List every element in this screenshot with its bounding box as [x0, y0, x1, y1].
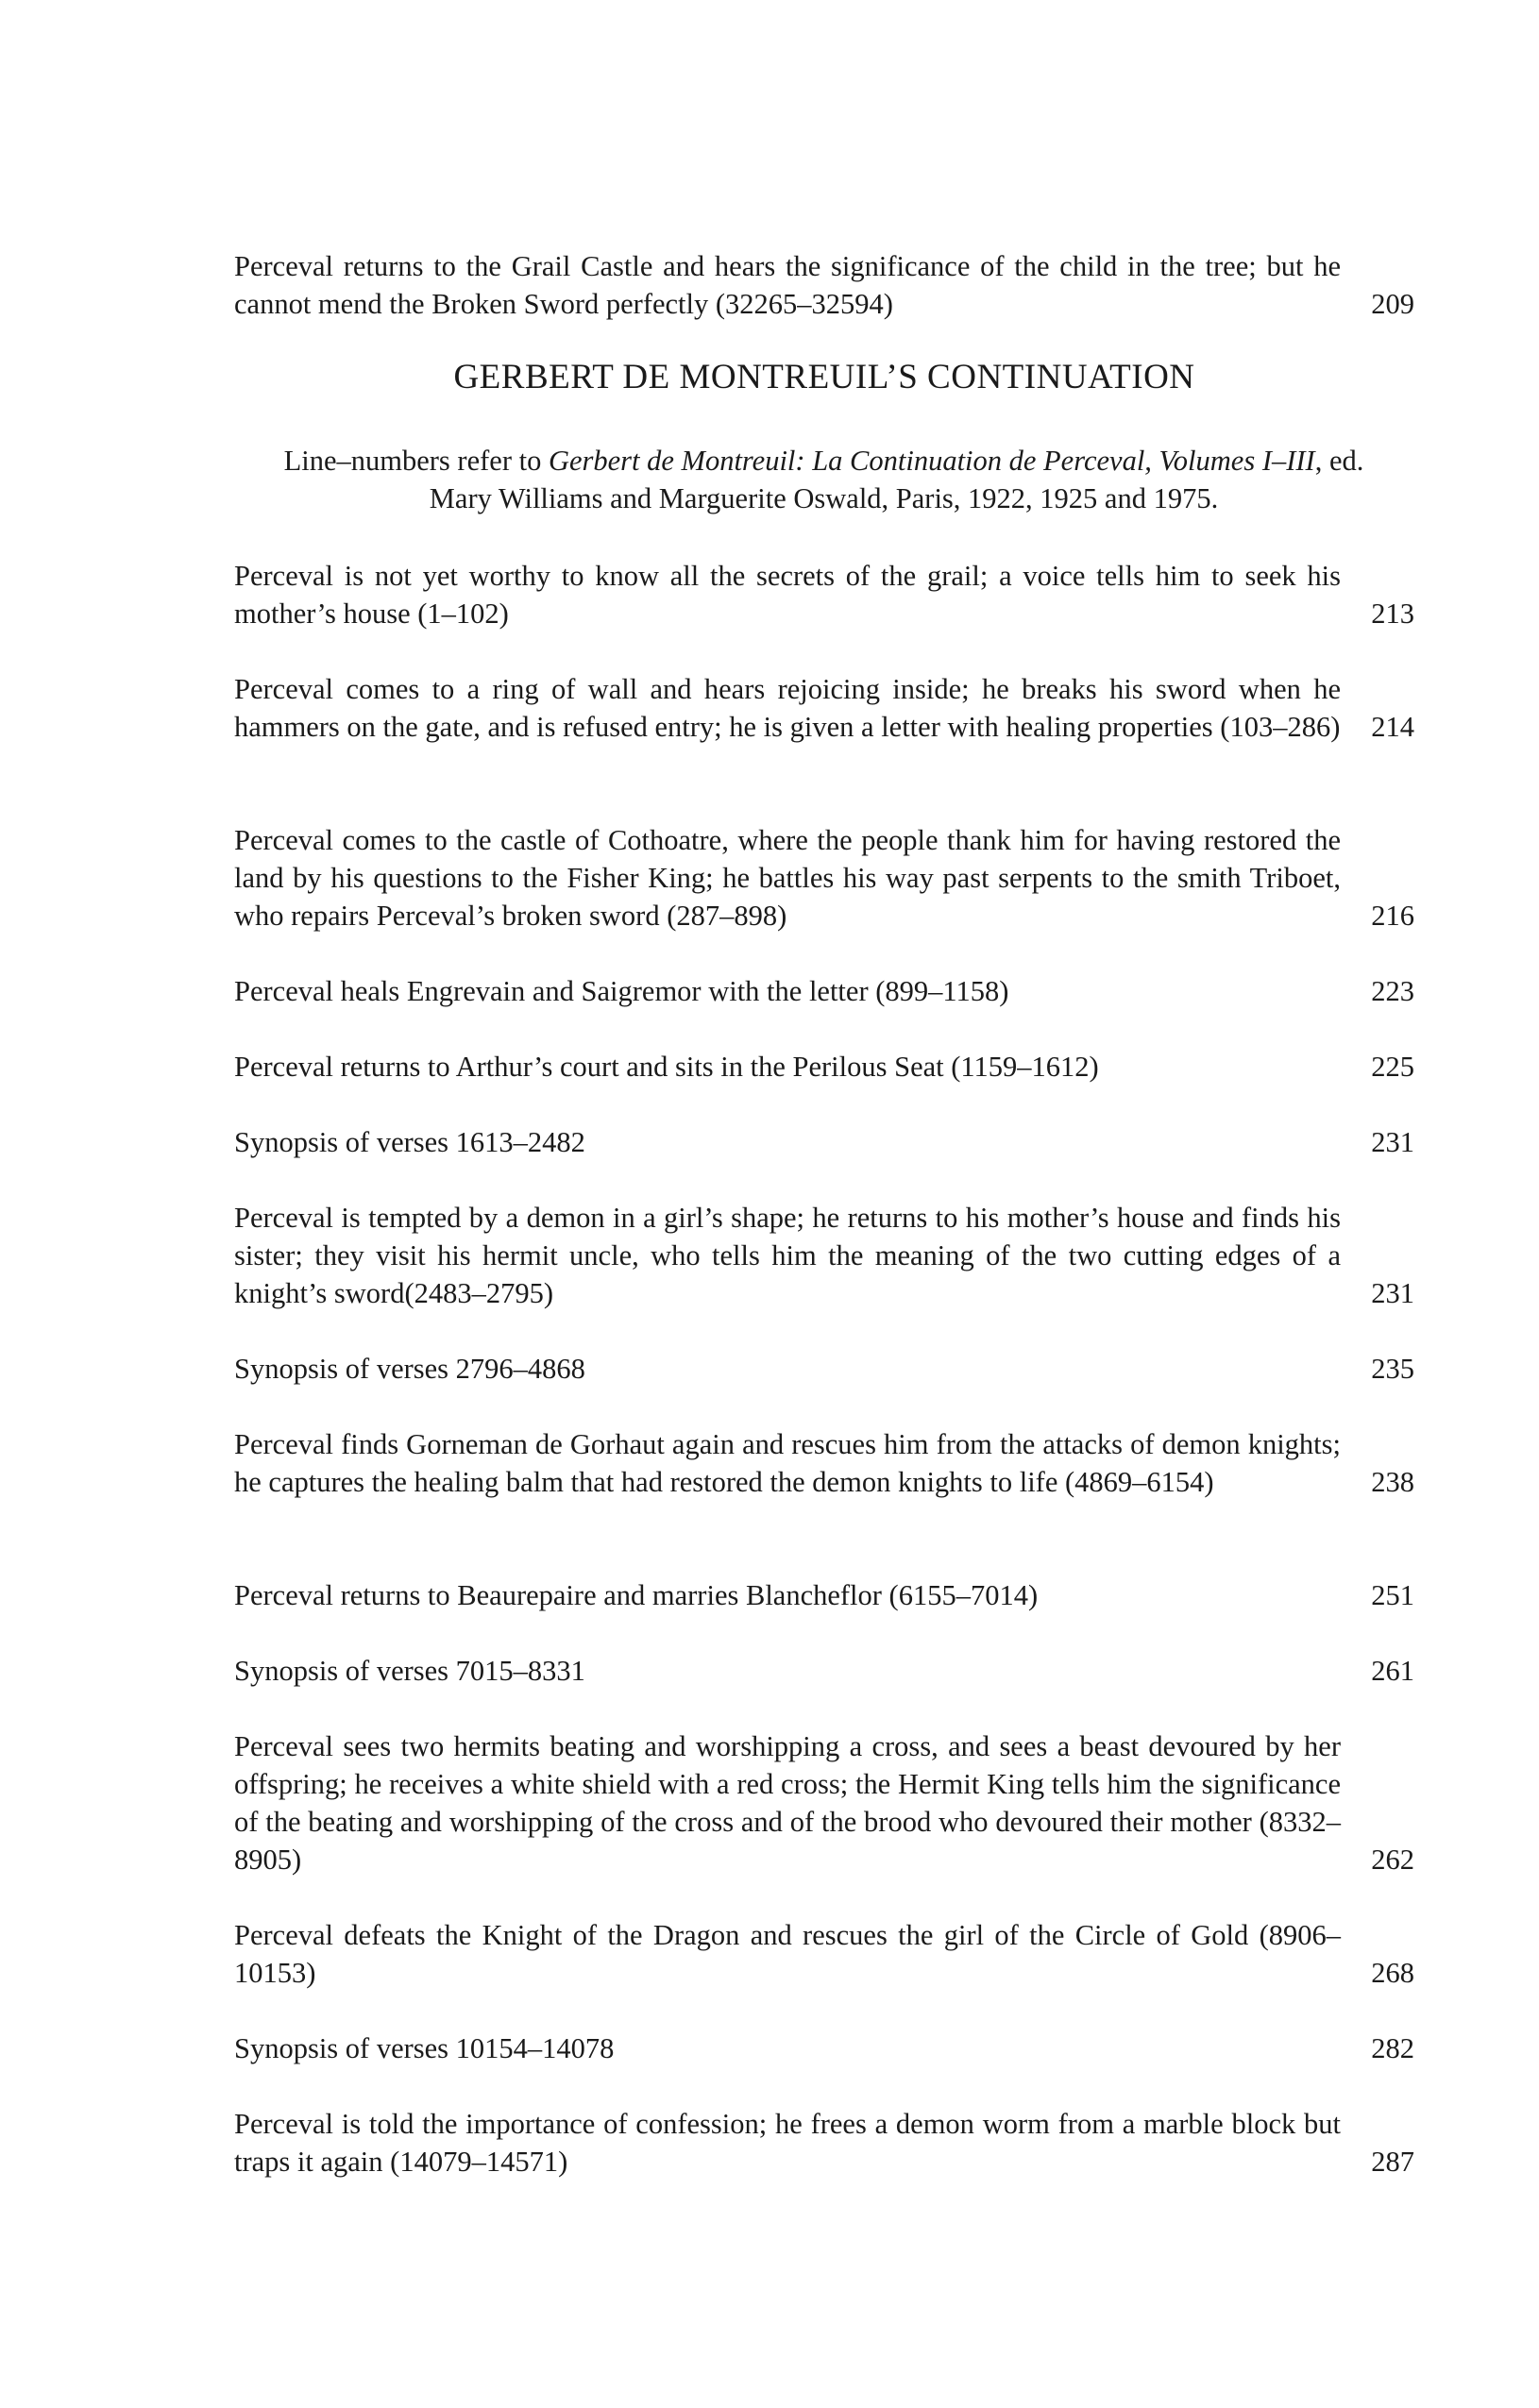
toc-page-number: 262 [1371, 1844, 1414, 1876]
toc-page-number: 238 [1371, 1466, 1414, 1498]
source-note-prefix: Line–numbers refer to [283, 445, 549, 477]
toc-entry-text: Perceval defeats the Knight of the Dragon and rescues the girl of the Circle of Gold (8906–10153) [234, 1919, 1341, 1989]
toc-entry-text: Synopsis of verses 1613–2482 [234, 1126, 585, 1158]
toc-entry-text: Perceval returns to the Grail Castle and hears the significance of the child in the tree; but he cannot mend the Broken Sword perfectly (32265–32594) [234, 250, 1341, 320]
toc-entry-text: Perceval is tempted by a demon in a girl’s shape; he returns to his mother’s house and finds his sister; they visit his hermit uncle, who tells him the meaning of the two cutting edges of a knight’s sword(2483–2795) [234, 1202, 1341, 1309]
toc-entry [234, 1123, 1414, 1161]
toc-entry [234, 670, 1414, 746]
toc-entry [234, 1652, 1414, 1690]
toc-entry [234, 2105, 1414, 2181]
toc-page-number: 235 [1371, 1353, 1414, 1385]
toc-page-number: 268 [1371, 1957, 1414, 1989]
source-note [283, 442, 1364, 517]
toc-page-number: 209 [1371, 288, 1414, 320]
toc-page-number: 216 [1371, 900, 1414, 932]
source-note-suffix: , ed. Mary Williams and Marguerite Oswald, Paris, 1922, 1925 and 1975. [429, 445, 1364, 514]
toc-entry-text: Perceval is not yet worthy to know all the secrets of the grail; a voice tells him to seek his mother’s house (1–102) [234, 560, 1341, 630]
toc-entry [234, 972, 1414, 1010]
toc-page-number: 231 [1371, 1126, 1414, 1158]
toc-page-number: 231 [1371, 1277, 1414, 1309]
toc-entry-text: Perceval returns to Arthur’s court and sits in the Perilous Seat (1159–1612) [234, 1051, 1099, 1083]
toc-entry-text: Perceval sees two hermits beating and worshipping a cross, and sees a beast devoured by her offspring; he receives a white shield with a red cross; the Hermit King tells him the significance of the beating and worshipping of the cross and of the brood who devoured their mother (8332–8905) [234, 1730, 1341, 1876]
toc-entry [234, 1048, 1414, 1086]
toc-entry [234, 1727, 1414, 1878]
toc-entry-text: Perceval comes to the castle of Cothoatre, where the people thank him for having restored the land by his questions to the Fisher King; he battles his way past serpents to the smith Triboet, who repairs Perceval’s broken sword (287–898) [234, 824, 1341, 932]
toc-entry-text: Perceval heals Engrevain and Saigremor with the letter (899–1158) [234, 975, 1009, 1007]
toc-entry-text: Synopsis of verses 7015–8331 [234, 1655, 585, 1687]
toc-page-number: 225 [1371, 1051, 1414, 1083]
toc-page-number: 213 [1371, 598, 1414, 630]
toc-page-number: 251 [1371, 1579, 1414, 1611]
toc-entry [234, 557, 1414, 632]
toc-entry [234, 1199, 1414, 1312]
toc-page-number: 223 [1371, 975, 1414, 1007]
toc-entry-text: Synopsis of verses 10154–14078 [234, 2032, 615, 2064]
toc-entry-text: Perceval is told the importance of confession; he frees a demon worm from a marble block but traps it again (14079–14571) [234, 2108, 1341, 2178]
toc-page-number: 261 [1371, 1655, 1414, 1687]
toc-page-number: 282 [1371, 2032, 1414, 2064]
toc-page-number: 214 [1371, 711, 1414, 743]
toc-entry [234, 2029, 1414, 2067]
toc-entry [234, 1350, 1414, 1388]
section-heading: GERBERT DE MONTREUIL’S CONTINUATION [453, 358, 1195, 396]
toc-page-number: 287 [1371, 2146, 1414, 2178]
toc-entry [234, 1916, 1414, 1992]
toc-entry [234, 1576, 1414, 1614]
toc-entry [234, 247, 1414, 323]
toc-entry-text: Perceval finds Gorneman de Gorhaut again and rescues him from the attacks of demon knights; he captures the healing balm that had restored the demon knights to life (4869–6154) [234, 1428, 1341, 1498]
toc-entry-text: Synopsis of verses 2796–4868 [234, 1353, 585, 1385]
toc-entry [234, 1425, 1414, 1501]
toc-entry-text: Perceval comes to a ring of wall and hears rejoicing inside; he breaks his sword when he hammers on the gate, and is refused entry; he is given a letter with healing properties (103–286) [234, 673, 1341, 743]
source-note-title: Gerbert de Montreuil: La Continuation de Perceval, Volumes I–III [548, 445, 1315, 477]
toc-entry-text: Perceval returns to Beaurepaire and marries Blancheflor (6155–7014) [234, 1579, 1039, 1611]
toc-entry [234, 821, 1414, 935]
